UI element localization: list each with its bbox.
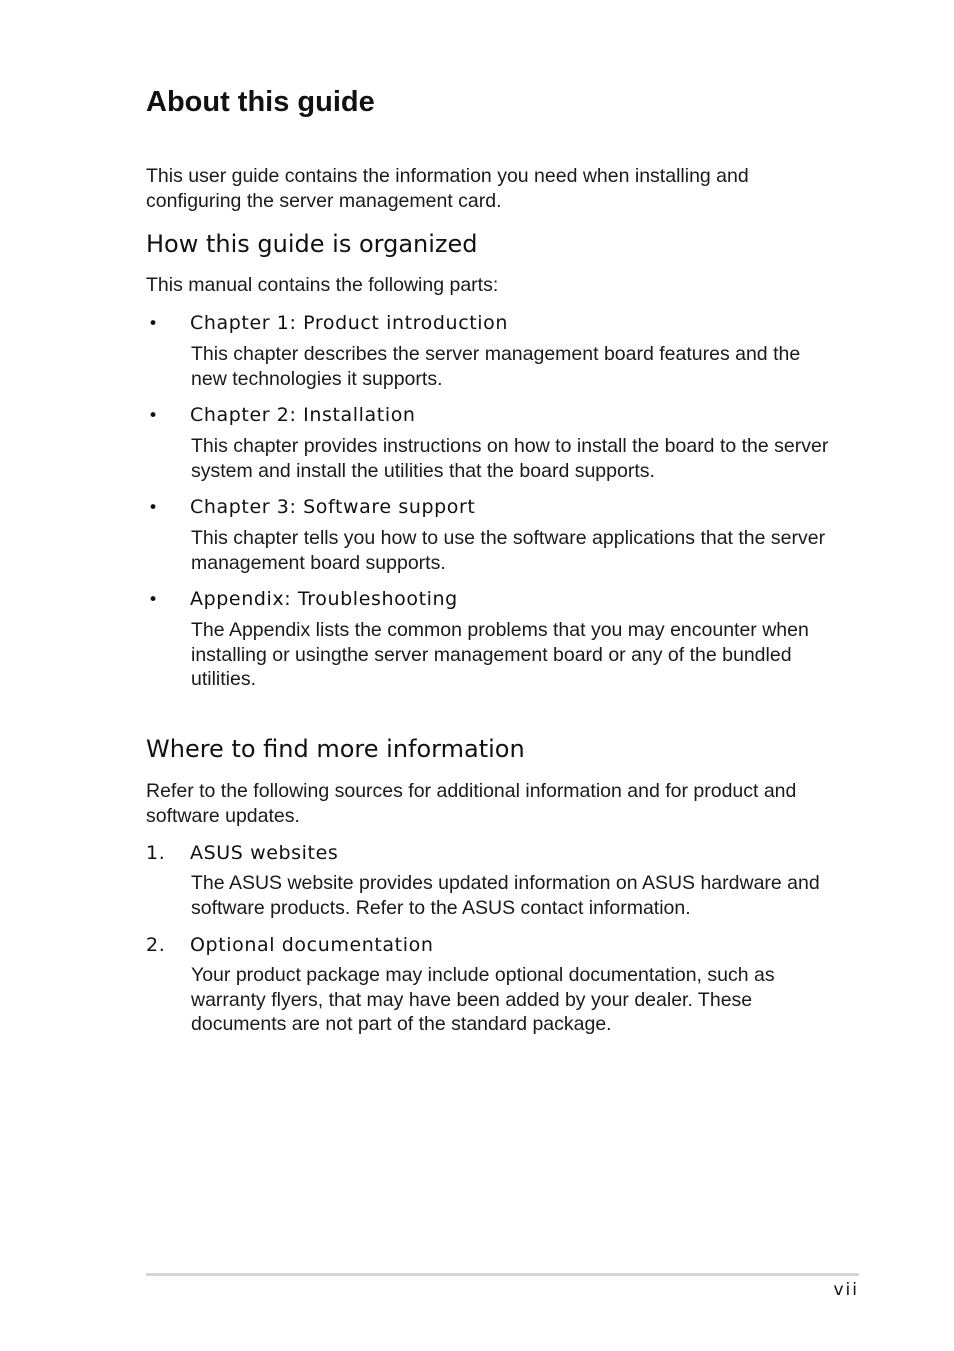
item-description: The Appendix lists the common problems that you may encounter when installing or usingthe server management board or any of the bundled utilities. <box>191 619 809 690</box>
more-info-lead: Refer to the following sources for additional information and for product and software updates. <box>146 780 797 827</box>
item-description: Your product package may include optional documentation, such as warranty flyers, that may have been added by your dealer. These documents are not part of the standard package. <box>191 964 775 1035</box>
footer-divider <box>146 1273 859 1276</box>
list-item-optional-documentation <box>146 934 826 956</box>
item-number: 1. <box>146 842 166 864</box>
section-heading-more-info: Where to find more information <box>146 735 525 763</box>
bullet-icon: • <box>148 314 159 334</box>
bullet-icon: • <box>148 498 159 518</box>
item-description: This chapter describes the server management board features and the new technologies it supports. <box>191 343 801 390</box>
intro-paragraph: This user guide contains the information you need when installing and configuring the server management card. <box>146 165 749 212</box>
item-description: The ASUS website provides updated information on ASUS hardware and software products. Refer to the ASUS contact information. <box>191 872 820 919</box>
item-description: This chapter tells you how to use the software applications that the server management board supports. <box>191 527 826 574</box>
section-heading-organized: How this guide is organized <box>146 230 478 258</box>
item-label: Chapter 2: Installation <box>190 404 416 426</box>
item-number: 2. <box>146 934 166 956</box>
organized-lead: This manual contains the following parts: <box>146 274 499 296</box>
item-label: Optional documentation <box>190 934 434 956</box>
bullet-icon: • <box>148 406 159 426</box>
item-label: Chapter 1: Product introduction <box>190 312 509 334</box>
bullet-icon: • <box>148 590 159 610</box>
page-title: About this guide <box>146 86 375 118</box>
item-description: This chapter provides instructions on how to install the board to the server system and install the utilities that the board supports. <box>191 435 829 482</box>
item-label: Appendix: Troubleshooting <box>190 588 458 610</box>
list-item-appendix <box>146 588 826 610</box>
list-item-asus-websites <box>146 842 826 864</box>
list-item-chapter-3 <box>146 496 826 518</box>
item-label: ASUS websites <box>190 842 339 864</box>
item-label: Chapter 3: Software support <box>190 496 476 518</box>
page-number: vii <box>833 1280 859 1300</box>
list-item-chapter-1 <box>146 312 826 334</box>
list-item-chapter-2 <box>146 404 826 426</box>
